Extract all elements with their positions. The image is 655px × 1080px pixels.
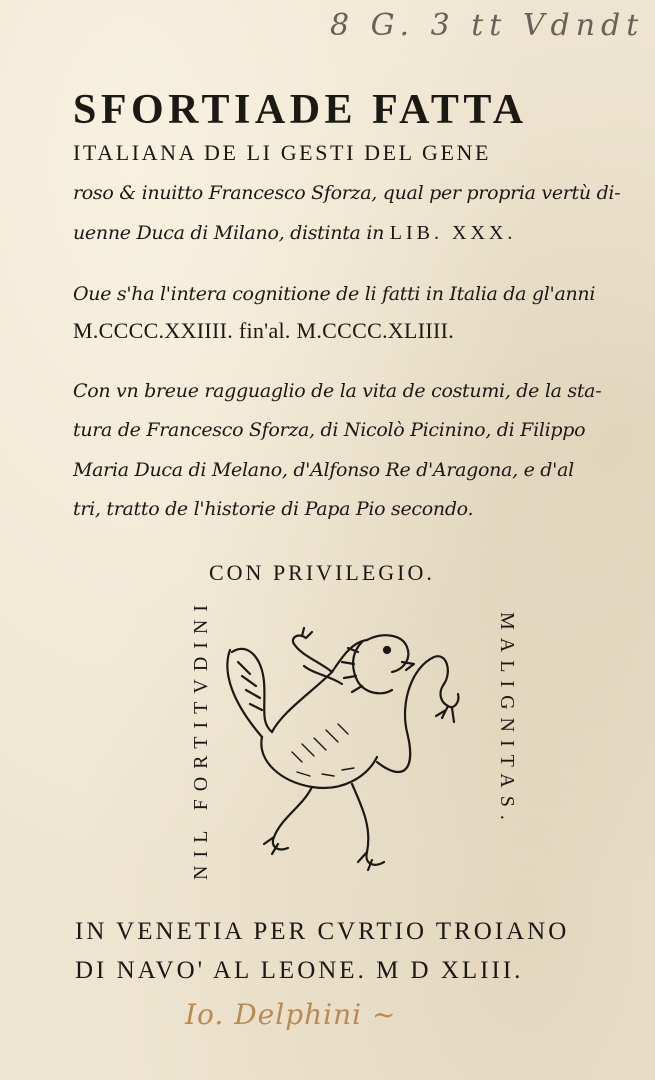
ownership-inscription: Io. Delphini ~ <box>185 998 397 1031</box>
title-line-4-italic: uenne Duca di Milano, distinta in <box>73 222 385 244</box>
addendum-line-2: tura de Francesco Sforza, di Nicolò Picinino, di Filippo <box>73 419 586 441</box>
addendum-line-4: tri, tratto de l'historie di Papa Pio secondo. <box>73 498 474 520</box>
addendum-line-3: Maria Duca di Melano, d'Alfonso Re d'Aragona, e d'al <box>73 459 574 481</box>
motto-right: MALIGNITAS. <box>496 612 518 828</box>
subtitle: ITALIANA DE LI GESTI DEL GENE <box>73 140 492 165</box>
scope-line-2: M.CCCC.XXIIII. fin'al. M.CCCC.XLIIII. <box>73 318 455 343</box>
scope-line-1: Oue s'ha l'intera cognitione de li fatti in Italia da gl'anni <box>73 283 596 305</box>
addendum-line-1: Con vn breue ragguaglio de la vita de costumi, de la sta- <box>73 380 602 402</box>
book-count: LIB. XXX. <box>389 222 517 244</box>
motto-left: NIL FORTITVDINI <box>190 596 212 880</box>
title-line-4 <box>73 222 516 245</box>
main-title: SFORTIADE FATTA <box>73 87 528 133</box>
rampant-lion-icon <box>202 612 482 892</box>
imprint-line-2: DI NAVO' AL LEONE. M D XLIII. <box>75 957 524 984</box>
shelfmark-annotation: 8 G. 3 tt Vdndt <box>330 8 645 43</box>
title-line-3: roso & inuitto Francesco Sforza, qual per propria vertù di- <box>73 182 621 204</box>
privilege-notice: CON PRIVILEGIO. <box>209 560 435 585</box>
imprint-line-1: IN VENETIA PER CVRTIO TROIANO <box>75 918 570 945</box>
